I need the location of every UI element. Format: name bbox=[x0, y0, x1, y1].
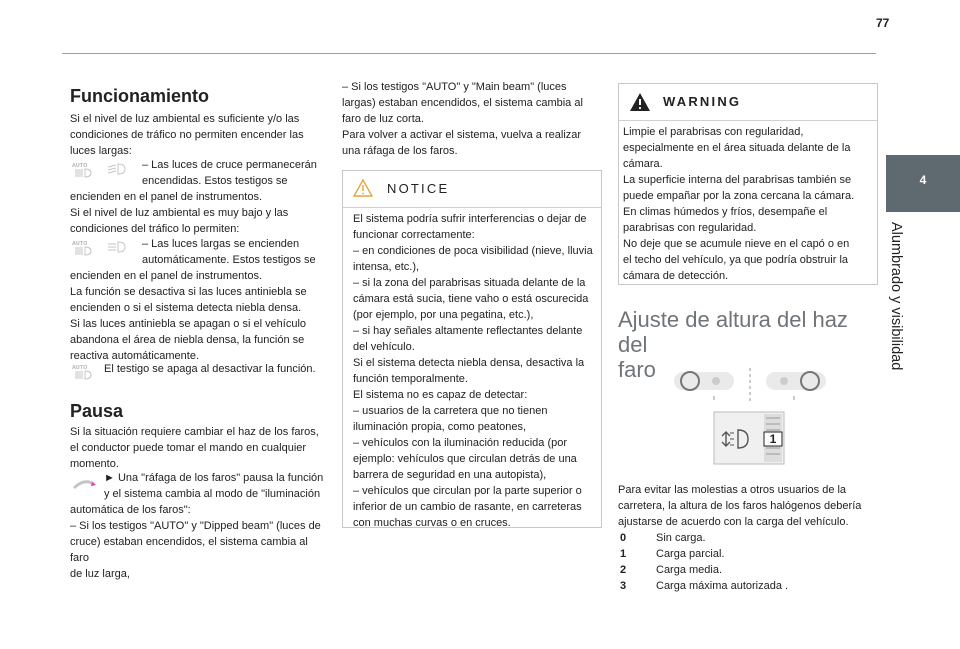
car-interior-right-icon bbox=[766, 372, 826, 400]
paragraph: encienden en el panel de instrumentos. Si el nivel de luz ambiental es muy bajo y las condiciones del tráfico lo permiten: bbox=[70, 191, 289, 235]
dipped-beam-auto-icons bbox=[72, 162, 128, 176]
heading-funcionamiento: Funcionamiento bbox=[70, 86, 209, 106]
headlamp-dial-icon bbox=[714, 412, 784, 464]
paragraph: encienden en el panel de instrumentos. La función se desactiva si las luces antiniebla se encienden o si el sistema detecta niebla densa. Si las luces antiniebla se apagan o si el vehículo abandona el área de niebla densa, la función se reactiva automáticamente. bbox=[70, 270, 307, 362]
high-beam-icon bbox=[106, 240, 128, 254]
paragraph: – Si los testigos "AUTO" y "Main beam" (luces largas) estaban encendidos, el sistema cambia al faro de luz corta. Para volver a activar el sistema, vuelva a realizar una ráfaga de los faros. bbox=[342, 81, 583, 157]
notice-text: El sistema podría sufrir interferencias o dejar de funcionar correctamente: – en condiciones de poca visibilidad (nieve, lluvia intensa, etc.), – si la zona del parabrisas situada delante de la cámara está sucia, tiene vaho o está oscurecida (por ejemplo, por una pegatina, etc.), – si hay señales altamente reflectantes delante del vehículo. Si el sistema detecta niebla densa, desactiva la función temporalmente. El sistema no es capaz de detectar: – usuarios de la carretera que no tienen iluminación propia, como peatones, – vehículos con la iluminación reducida (por ejemplo: vehículos que circulan detrás de una barrera de seguridad en una autopista), – vehículos que circulan por la parte superior o inferior de un cambio de rasante, en carreteras con muchas curvas o en cruces. bbox=[353, 213, 593, 529]
notice-box bbox=[342, 170, 602, 528]
list-item bbox=[620, 530, 788, 546]
auto-low-beam-icon bbox=[72, 162, 94, 176]
notice-header bbox=[343, 171, 601, 208]
paragraph: El testigo se apaga al desactivar la función. bbox=[104, 363, 316, 375]
chapter-title: Alumbrado y visibilidad bbox=[888, 222, 904, 371]
list-number: 1 bbox=[620, 548, 627, 560]
notice-label: NOTICE bbox=[387, 181, 450, 196]
auto-indicator-icon bbox=[72, 364, 94, 378]
list-text: Carga máxima autorizada . bbox=[656, 580, 789, 592]
paragraph: Si la situación requiere cambiar el haz de los faros, el conductor puede tomar el mando en cualquier momento. bbox=[70, 426, 319, 470]
warning-header bbox=[619, 84, 877, 121]
warning-text: Limpie el parabrisas con regularidad, especialmente en el área situada delante de la cámara. La superficie interna del parabrisas también se puede empañar por la zona cercana la cámara. En climas húmedos y fríos, desempañe el parabrisas con regularidad. No deje que se acumule nieve en el capó o en el techo del vehículo, ya que podría obstruir la cámara de detección. bbox=[623, 126, 855, 282]
flash-icon-group bbox=[72, 476, 94, 490]
low-beam-icon bbox=[106, 162, 128, 176]
headlamp-flash-icon bbox=[72, 476, 94, 490]
auto-indicator-icon-group bbox=[72, 364, 94, 378]
paragraph: Para evitar las molestias a otros usuarios de la carretera, la altura de los faros halógenos debería ajustarse de acuerdo con la carga del vehículo. bbox=[618, 484, 862, 528]
heading-ajuste-altura: Ajuste de altura del haz del faro bbox=[618, 307, 848, 382]
list-item bbox=[620, 546, 788, 562]
list-text: Carga parcial. bbox=[656, 548, 725, 560]
car-interior-left-icon bbox=[674, 372, 734, 400]
warning-label: WARNING bbox=[663, 94, 742, 109]
chapter-tab bbox=[886, 155, 960, 212]
warning-box bbox=[618, 83, 878, 285]
list-item bbox=[620, 562, 788, 578]
list-text: Sin carga. bbox=[656, 532, 706, 544]
list-text: Carga media. bbox=[656, 564, 723, 576]
paragraph: automática de los faros": – Si los testigos "AUTO" y "Dipped beam" (luces de cruce) estaban encendidos, el sistema cambia al faro de luz larga, bbox=[70, 504, 321, 580]
heading-pausa: Pausa bbox=[70, 401, 124, 421]
paragraph: – Las luces de cruce permanecerán encendidas. Estos testigos se bbox=[142, 159, 317, 187]
notice-warning-icon bbox=[353, 179, 373, 197]
headlamp-height-illustration bbox=[674, 366, 834, 466]
paragraph: Si el nivel de luz ambiental es suficiente y/o las condiciones de tráfico no permiten encender las luces largas: bbox=[70, 113, 304, 157]
chapter-number: 4 bbox=[919, 173, 927, 187]
load-list bbox=[620, 530, 788, 594]
auto-high-beam-icon bbox=[72, 240, 94, 254]
page-number: 77 bbox=[876, 16, 890, 30]
paragraph: – Las luces largas se encienden automáticamente. Estos testigos se bbox=[142, 238, 316, 266]
dial-value: 1 bbox=[769, 432, 777, 446]
list-number: 3 bbox=[620, 580, 627, 592]
list-item bbox=[620, 578, 788, 594]
svg-text:AUTO: AUTO bbox=[72, 365, 88, 371]
svg-text:AUTO: AUTO bbox=[72, 241, 88, 247]
high-beam-auto-icons bbox=[72, 240, 128, 254]
list-number: 0 bbox=[620, 532, 627, 544]
paragraph: ► Una "ráfaga de los faros" pausa la función y el sistema cambia al modo de "iluminación bbox=[104, 472, 324, 500]
list-number: 2 bbox=[620, 564, 627, 576]
warning-icon bbox=[629, 92, 651, 112]
svg-text:AUTO: AUTO bbox=[72, 163, 88, 169]
header-divider bbox=[62, 53, 876, 54]
